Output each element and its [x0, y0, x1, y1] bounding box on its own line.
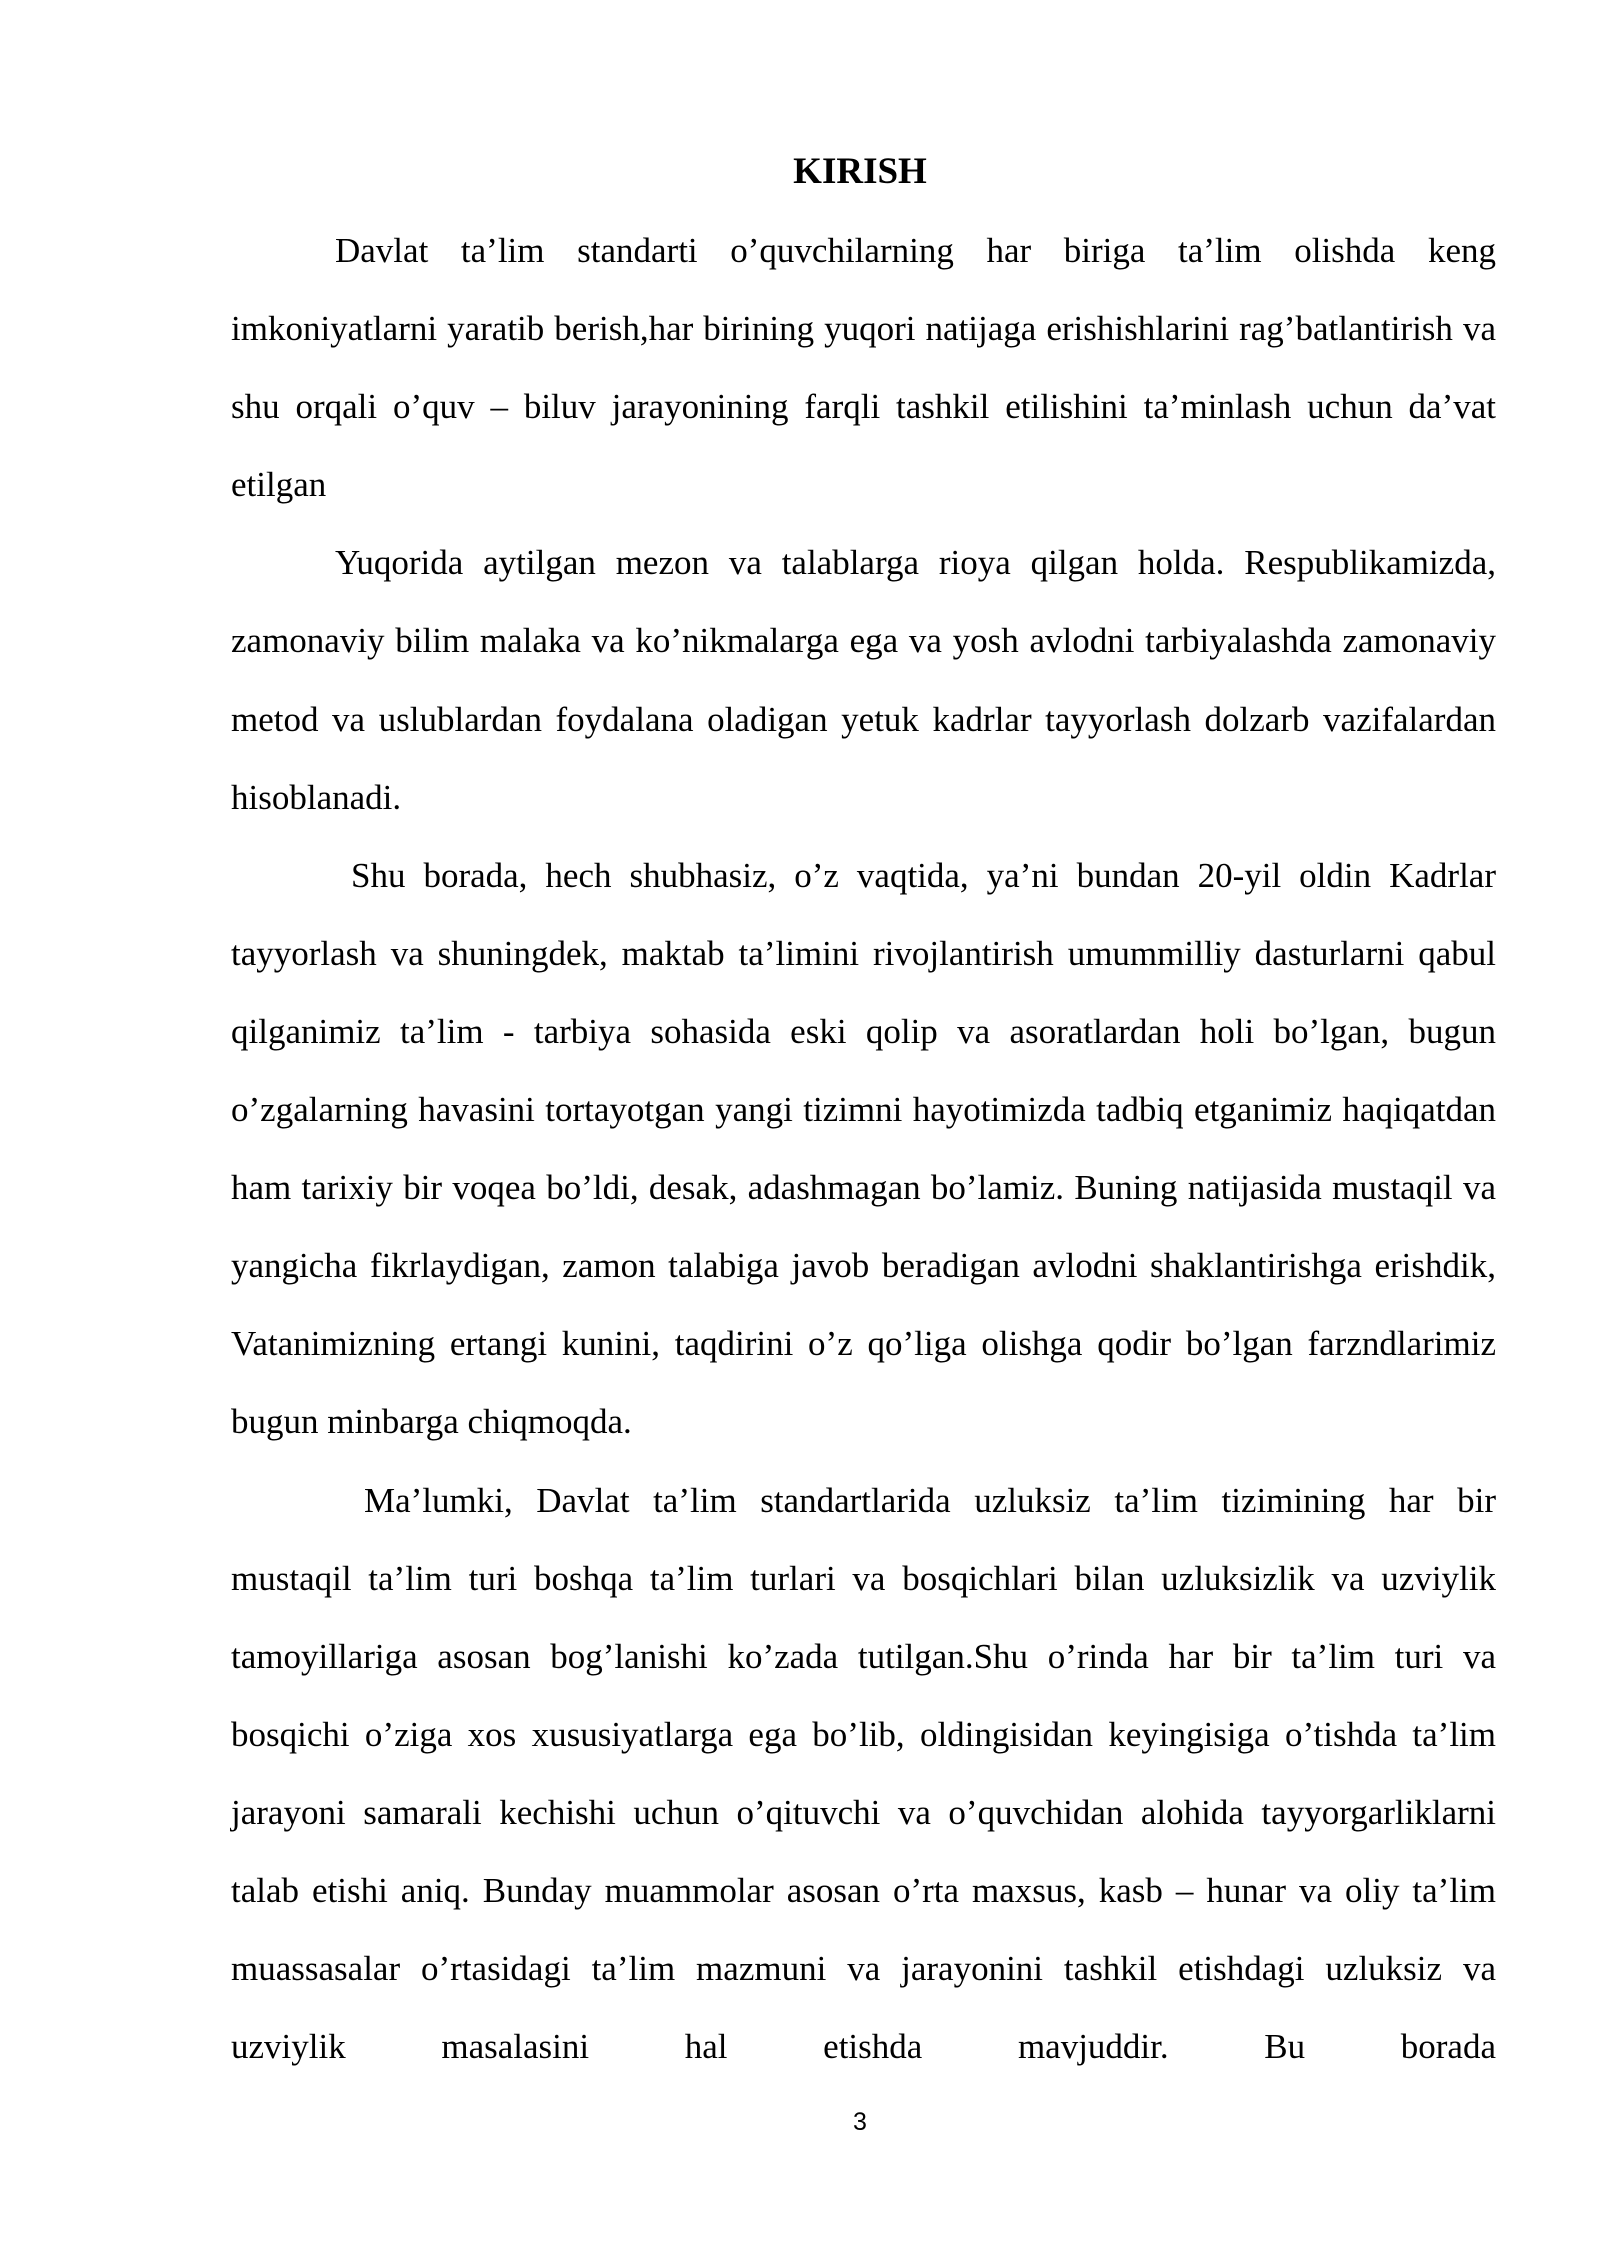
- paragraph-4: Ma’lumki, Davlat ta’lim standartlarida uzluksiz ta’lim tizimining har bir mustaqil ta’lim turi boshqa ta’lim turlari va bosqichlari bilan uzluksizlik va uzviylik tamoyillariga asosan bog’lanishi ko’zada tutilgan.Shu o’rinda har bir ta’lim turi va bosqichi o’ziga xos xususiyatlarga ega bo’lib, oldingisidan keyingisiga o’tishda ta’lim jarayoni samarali kechishi uchun o’qituvchi va o’quvchidan alohida tayyorgarliklarni talab etishi aniq. Bunday muammolar asosan o’rta maxsus, kasb – hunar va oliy ta’lim muassasalar o’rtasidagi ta’lim mazmuni va jarayonini tashkil etishdagi uzluksiz va uzviylik masalasini hal etishda mavjuddir. Bu borada: [231, 1480, 1496, 2067]
- paragraph-2: Yuqorida aytilgan mezon va talablarga rioya qilgan holda. Respublikamizda, zamonaviy bilim malaka va ko’nikmalarga ega va yosh avlodni tarbiyalashda zamonaviy metod va uslublardan foydalana oladigan yetuk kadrlar tayyorlash dolzarb vazifalardan hisoblanadi.: [231, 543, 1496, 817]
- page-title: KIRISH: [793, 151, 927, 192]
- paragraph-1: Davlat ta’lim standarti o’quvchilarning har biriga ta’lim olishda keng imkoniyatlarni yaratib berish,har birining yuqori natijaga erishishlarini rag’batlantirish va shu orqali o’quv – biluv jarayonining farqli tashkil etilishini ta’minlash uchun da’vat etilgan: [231, 231, 1496, 505]
- paragraph-3: Shu borada, hech shubhasiz, o’z vaqtida, ya’ni bundan 20-yil oldin Kadrlar tayyorlash va shuningdek, maktab ta’limini rivojlantirish umummilliy dasturlarni qabul qilganimiz ta’lim - tarbiya sohasida eski qolip va asoratlardan holi bo’lgan, bugun o’zgalarning havasini tortayotgan yangi tizimni hayotimizda tadbiq etganimiz haqiqatdan ham tarixiy bir voqea bo’ldi, desak, adashmagan bo’lamiz. Buning natijasida mustaqil va yangicha fikrlaydigan, zamon talabiga javob beradigan avlodni shaklantirishga erishdik, Vatanimizning ertangi kunini, taqdirini o’z qo’liga olishga qodir bo’lgan farzndlarimiz bugun minbarga chiqmoqda.: [231, 855, 1496, 1442]
- page-number: 3: [853, 2108, 867, 2136]
- document-body: [231, 212, 1496, 2086]
